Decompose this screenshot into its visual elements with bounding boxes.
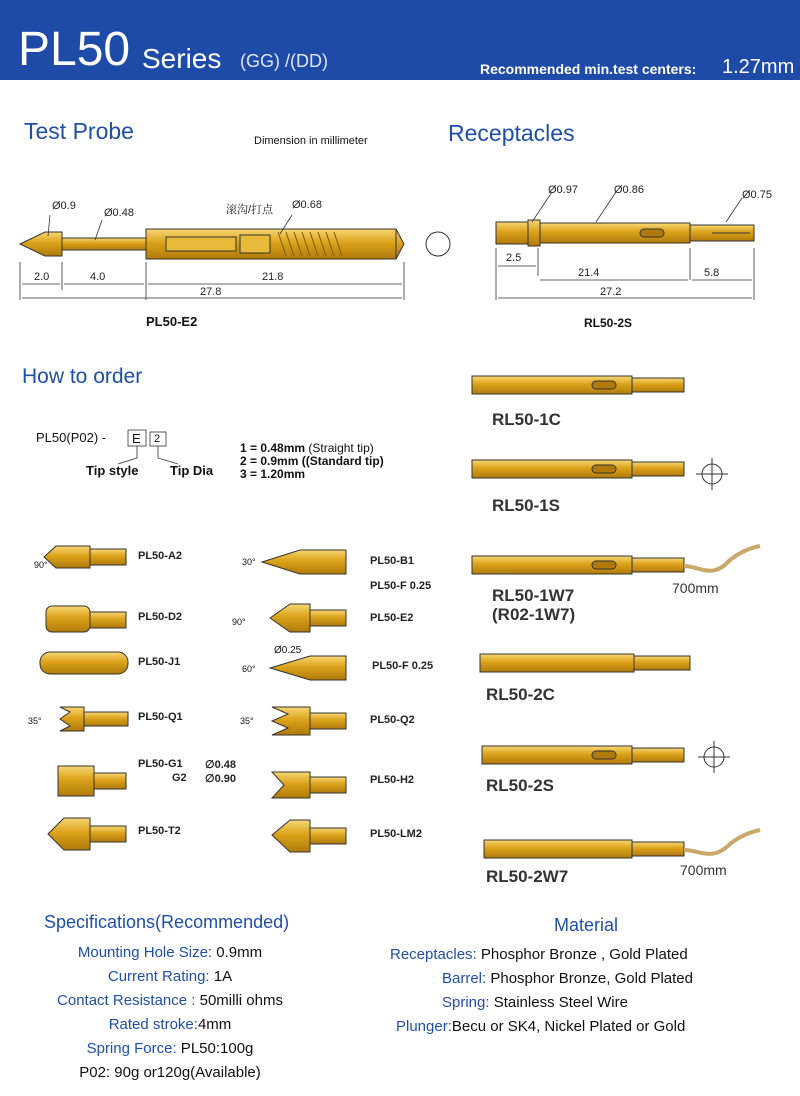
order-code: PL50(P02) - [36,430,107,445]
rl50-2c [480,654,690,672]
variant-label: (GG) /(DD) [240,51,328,71]
tip-f-angle: 60° [242,664,256,674]
tip-q1 [60,707,128,731]
tip-b1-angle: 30° [242,557,256,567]
tip-g1 [58,766,126,796]
specs-list [0,944,340,1088]
tip-j1-label: PL50-J1 [138,656,181,668]
rl50-2s-label: RL50-2S [486,776,555,795]
material-row: Barrel: Phosphor Bronze, Gold Plated [442,970,693,987]
tp-d1: Ø0.9 [52,200,76,212]
spec-row: Mounting Hole Size: 0.9mm [77,944,263,961]
tp-d2: Ø0.48 [104,207,134,219]
specs-title: Specifications(Recommended) [44,912,290,932]
tip-e2-angle: 90° [232,617,246,627]
tip-a2 [44,546,126,568]
tip-t2-label: PL50-T2 [138,825,181,837]
receptacles-title: Receptacles [448,120,575,146]
tip-f-dia: Ø0.25 [274,645,302,656]
order-opt1: 1 = 0.48mm (Straight tip) [240,441,374,455]
rl50-1w7 [472,546,760,574]
tp-d3: Ø0.68 [292,199,322,211]
tip-g1-dia: ∅0.48 [205,759,236,771]
rc-l3: 5.8 [704,267,720,279]
crown-symbols [696,458,730,773]
tip-a2-label: PL50-A2 [138,550,183,562]
tp-total: 27.8 [200,286,222,298]
rc-l1: 2.5 [506,252,522,264]
order-brackets [118,430,178,464]
rc-d1: Ø0.97 [548,184,578,196]
tip-f [270,656,346,680]
tip-a2-angle: 90° [34,560,48,570]
test-probe-drawing [20,229,404,259]
tip-e2 [270,604,346,632]
tp-l2: 4.0 [90,271,106,283]
rec-value: 1.27mm [722,56,795,78]
rl50-2w7-length: 700mm [680,862,727,878]
tip-f025-a: PL50-F 0.25 [370,580,432,592]
rl50-1s-label: RL50-1S [492,496,561,515]
tip-b1 [262,550,346,574]
tip-lm2-label: PL50-LM2 [370,828,422,840]
material-row: Spring: Stainless Steel Wire [442,994,628,1011]
tp-l3: 21.8 [262,271,284,283]
how-to-order-title: How to order [22,365,143,388]
tip-h2 [272,772,346,798]
tp-note: 滚沟/打点 [226,204,274,216]
tip-g2-label: G2 [172,772,187,784]
tip-q2-angle: 35° [240,716,254,726]
receptacle-drawing [496,220,754,246]
tip-style-label: Tip style [86,463,139,478]
rl50-1w7-length: 700mm [672,580,719,596]
test-probe-title: Test Probe [24,118,134,144]
rl50-2w7 [484,830,760,858]
rc-d3: Ø0.75 [742,189,772,201]
tip-g1-label: PL50-G1 [138,758,183,770]
rl50-1s [472,460,684,478]
rc-l2: 21.4 [578,267,600,279]
rl50-1c-label: RL50-1C [492,410,561,429]
spec-row: Contact Resistance : 50milli ohms [57,992,283,1009]
order-opt2: 2 = 0.9mm ((Standard tip) [240,454,384,468]
tp-l1: 2.0 [34,271,50,283]
tip-b1-label: PL50-B1 [370,555,415,567]
material-row: Plunger:Becu or SK4, Nickel Plated or Gold [396,1018,686,1035]
rl50-1w7-label: RL50-1W7 [492,586,575,605]
rl50-1c [472,376,684,394]
material-list [390,946,790,1042]
spec-row: Rated stroke:4mm [108,1016,232,1033]
material-title: Material [554,915,619,935]
order-box-e: E [132,431,141,446]
spec-row: Spring Force: PL50:100g [86,1040,254,1057]
material-row: Receptacles: Phosphor Bronze , Gold Plated [390,946,688,963]
series-label: Series [142,43,222,74]
r02-1w7-label: (R02-1W7) [492,605,576,624]
tip-h2-label: PL50-H2 [370,774,415,786]
tip-q1-angle: 35° [28,716,42,726]
rl50-2s [482,746,684,764]
tip-q2 [272,707,346,735]
spec-row: P02: 90g or120g(Available) [79,1064,261,1081]
tip-d2 [46,606,126,632]
tp-name: PL50-E2 [146,314,198,329]
tip-g2-dia: ∅0.90 [205,773,236,785]
spec-row: Current Rating: 1A [107,968,233,985]
order-box-2: 2 [154,433,161,445]
rc-total: 27.2 [600,286,622,298]
tip-j1 [40,652,128,674]
order-opt3: 3 = 1.20mm [240,467,306,481]
tip-dia-label: Tip Dia [170,463,214,478]
rc-name: RL50-2S [584,316,633,330]
rl50-2w7-label: RL50-2W7 [486,867,569,886]
unit-note: Dimension in millimeter [254,135,368,147]
tip-q2-label: PL50-Q2 [370,714,415,726]
tip-q1-label: PL50-Q1 [138,711,183,723]
brand-title: PL50 [18,23,131,76]
rl50-2c-label: RL50-2C [486,685,555,704]
tip-lm2 [272,820,346,852]
rc-d2: Ø0.86 [614,184,644,196]
tip-e2-label: PL50-E2 [370,612,414,624]
tip-d2-label: PL50-D2 [138,611,183,623]
tip-f025-b: PL50-F 0.25 [372,660,434,672]
rec-label: Recommended min.test centers: [480,61,697,77]
tip-t2 [48,818,126,850]
